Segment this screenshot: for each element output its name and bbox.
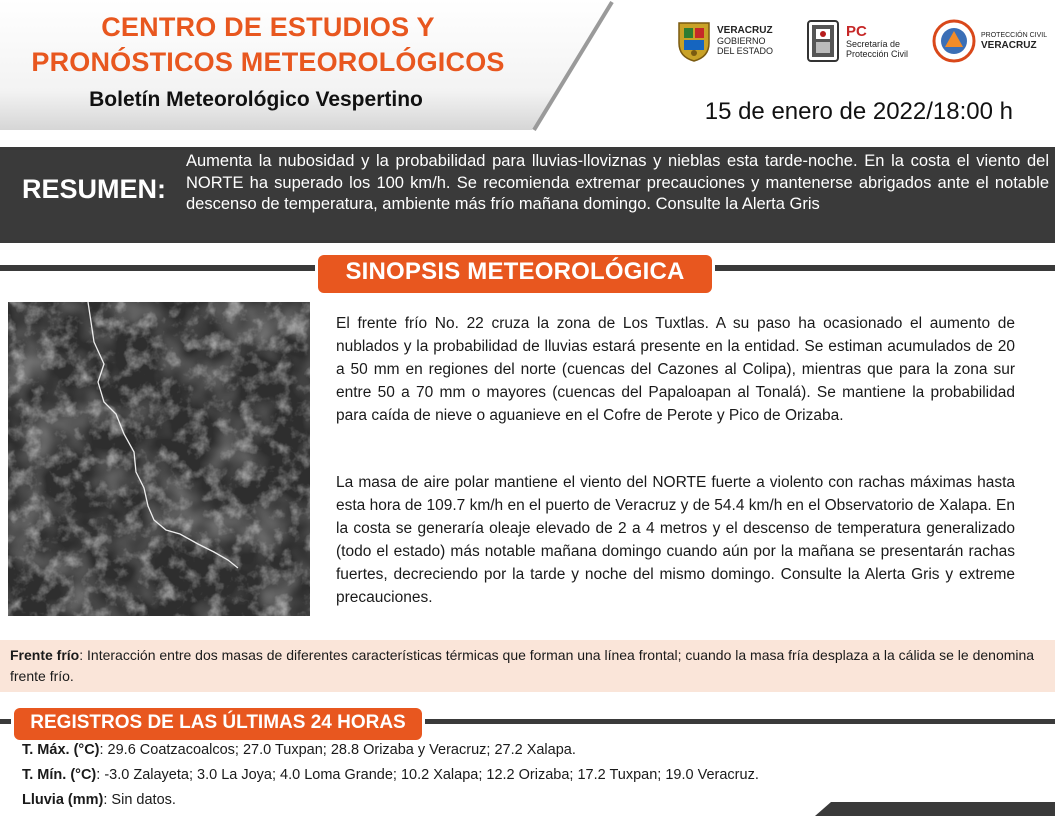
logo-veracruz-line3: DEL ESTADO (717, 46, 774, 56)
definition-box (0, 640, 1055, 692)
logo-pc-veracruz-line1: PROTECCIÓN CIVIL (981, 31, 1048, 39)
synopsis-paragraph-1: El frente frío No. 22 cruza la zona de Los Tuxtlas. A su paso ha ocasionado el aumento de nublados y la probabilidad de lluvias estará presente en la entidad. Se estiman acumulados de 20 a 50 mm en regiones del norte (cuencas del Cazones al Colipa), mientras que para la zona sur entre 50 a 70 mm o mayores (cuencas del Papaloapan al Tonalá). Se mantiene la probabilidad para caída de nieve o aguanieve en el Cofre de Perote y Pico de Orizaba. (336, 315, 1015, 424)
logo-veracruz-line2: GOBIERNO (717, 36, 766, 46)
record-tmin-value: : -3.0 Zalayeta; 3.0 La Joya; 4.0 Loma Grande; 10.2 Xalapa; 12.2 Orizaba; 17.2 Tuxpan; 19.0 Veracruz. (96, 767, 759, 783)
logo-pc-line1: PC (846, 22, 867, 40)
record-tmin-label: T. Mín. (°C) (22, 767, 97, 783)
record-rain-value: : Sin datos. (103, 792, 176, 808)
records-heading: REGISTROS DE LAS ÚLTIMAS 24 HORAS (30, 712, 406, 733)
footer-corner-decoration (795, 800, 1055, 816)
record-tmin (22, 767, 759, 783)
record-tmax-value: : 29.6 Coatzacoalcos; 27.0 Tuxpan; 28.8 Orizaba y Veracruz; 27.2 Xalapa. (99, 742, 576, 758)
logo-veracruz (676, 16, 773, 66)
logo-pc-line2: Secretaría de (846, 38, 901, 49)
record-tmax (22, 742, 576, 758)
record-rain-label: Lluvia (mm) (22, 792, 104, 808)
synopsis-paragraph-2: La masa de aire polar mantiene el viento del NORTE fuerte a violento con rachas máximas hasta esta hora de 109.7 km/h en el puerto de Veracruz y de 54.4 km/h en el Observatorio de Xalapa. En la costa se generaría oleaje elevado de 2 a 4 metros y el descenso de temperatura generalizado (todo el estado) más notable mañana domingo cuando aún por la mañana se presentarán rachas fuertes, decreciendo por la tarde y noche del mismo domingo. Consulte la Alerta Gris y extreme precauciones. (336, 474, 1015, 606)
civil-protection-icon (932, 19, 976, 63)
summary-label: RESUMEN: (22, 174, 167, 204)
logo-pc-line3: Protección Civil (846, 48, 909, 59)
header-title-line2: PRONÓSTICOS METEOROLÓGICOS (31, 47, 505, 77)
summary-text: Aumenta la nubosidad y la probabilidad para lluvias-lloviznas y nieblas esta tarde-noche. En la costa el viento del NORTE ha superado los 100 km/h. Se recomienda extremar precauciones y mantenerse abrigados ante el notable descenso de temperatura, ambiente más frío mañana domingo. Consulte la Alerta Gris (186, 152, 1049, 213)
header-title-line1: CENTRO DE ESTUDIOS Y (101, 12, 435, 42)
satellite-image (8, 302, 310, 616)
bulletin-date: 15 de enero de 2022/18:00 h (704, 98, 1013, 125)
record-tmax-label: T. Máx. (°C) (22, 742, 100, 758)
pc-shield-icon (805, 18, 841, 64)
definition-term: Frente frío (10, 647, 80, 663)
synopsis-heading: SINOPSIS METEOROLÓGICA (345, 258, 685, 285)
bulletin-subtitle: Boletín Meteorológico Vespertino (89, 88, 423, 111)
definition-text: : Interacción entre dos masas de diferentes características térmicas que forman una línea frontal; cuando la masa fría desplaza a la cálida se le denomina frente frío. (10, 647, 1035, 684)
logo-pc-veracruz-line2: VERACRUZ (981, 39, 1037, 51)
logo-veracruz-line1: VERACRUZ (717, 25, 773, 36)
satellite-cloud-image (8, 302, 310, 616)
summary-banner (0, 147, 1055, 243)
logo-pc (805, 16, 908, 66)
record-rain (22, 792, 176, 808)
veracruz-shield-icon (676, 19, 712, 63)
logo-proteccion-civil (932, 16, 1047, 66)
